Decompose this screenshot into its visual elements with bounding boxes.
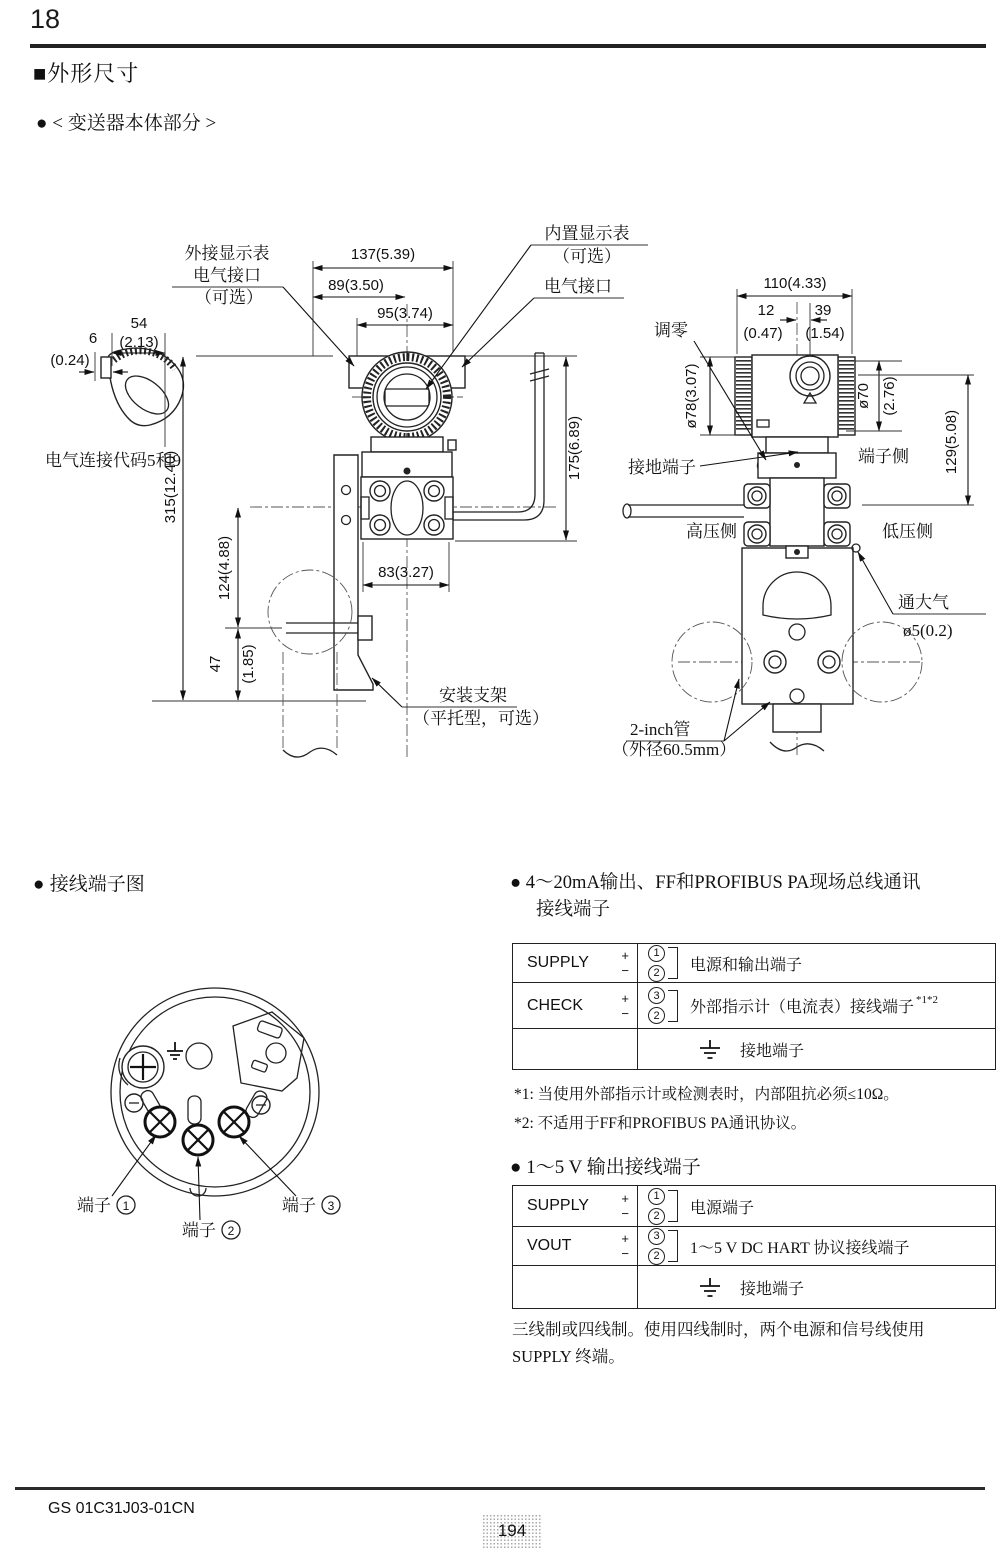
table-row [513,944,996,983]
page-number-badge: 194 [482,1514,542,1548]
zero-adjust-label: 调零 [654,321,688,340]
terminal-name: VOUT [527,1237,572,1254]
terminal-desc: 1～5 V DC HART 协议接线端子 [690,1239,910,1257]
ext-display-label-1: 外接显示表 [184,244,270,263]
dim-12: 12 [757,302,775,319]
table-row [513,1029,996,1070]
document-code: GS 01C31J03-01CN [48,1500,195,1517]
cover-screw [119,1046,164,1088]
bracket-label-2: （平托型，可选） [413,709,549,728]
dim-54-inch: (2.13) [119,334,159,351]
connector-detail-view [45,315,183,470]
dim-124: 124(4.88) [216,535,233,601]
dim-83: 83(3.27) [378,564,434,581]
dim-47: 47 [207,655,224,673]
table-row [513,1186,996,1227]
ground-terminal-label: 接地端子 [628,458,696,477]
table-row [513,1227,996,1266]
ground-icon [167,1042,183,1059]
wiring1-heading-line1: ● 4～20mA输出、FF和PROFIBUS PA现场总线通讯 [510,873,921,893]
pin-numbers: 1 2 [648,945,665,982]
terminal-desc: 电源端子 [690,1199,755,1217]
header-rule [30,44,986,48]
dim-47-inch: (1.85) [240,644,257,684]
pin-numbers: 3 2 [648,987,665,1024]
dim-39: 39 [814,302,832,319]
wiring1-table [512,943,996,1070]
svg-text:3: 3 [327,1199,335,1213]
note-reference: *1*2 [916,993,939,1006]
terminal-name: SUPPLY [527,954,589,971]
note-1: *1: 当使用外部指示计或检测表时，内部阻抗必须≤10Ω。 [514,1086,899,1103]
dim-54: 54 [130,315,148,332]
builtin-display-label: 内置显示表 [544,224,630,243]
dim-d70: ø70 [855,383,872,409]
ground-icon [696,1038,724,1060]
footer-rule [15,1487,985,1490]
wiring1-notes [514,1080,899,1138]
svg-text:端子: 端子 [282,1196,316,1215]
dim-d70-inch: (2.76) [881,376,898,416]
pipe-label-1: 2-inch管 [630,720,691,739]
terminal-screw-1 [145,1107,175,1137]
dim-89: 89(3.50) [328,277,384,294]
dim-d78: ø78(3.07) [683,363,700,429]
dim-110: 110(4.33) [763,275,827,292]
terminal-desc: 接地端子 [740,1042,805,1060]
high-pressure-label: 高压侧 [686,522,737,541]
front-view [152,224,648,758]
terminal-side-label: 端子侧 [858,447,909,466]
dim-129: 129(5.08) [943,409,960,475]
terminal-desc: 外部指示计（电流表）接线端子 [690,999,915,1016]
connector-code-caption: 电气连接代码5和9 [45,451,181,470]
pin-bracket [668,1230,678,1262]
vent-label: 通大气 [898,593,949,612]
terminal-diagram-title: ● 接线端子图 [33,874,145,895]
subsection-title: ● < 变送器本体部分 > [36,113,217,134]
terminal-desc: 接地端子 [740,1280,805,1298]
bracket-label-1: 安装支架 [439,686,507,705]
wiring1-heading [510,870,920,924]
svg-text:1: 1 [122,1199,130,1213]
table-row [513,1266,996,1309]
terminal-name: SUPPLY [527,1197,589,1214]
dimension-drawing [0,200,1000,780]
svg-text:2: 2 [227,1224,235,1238]
ext-display-label-2: 电气接口 [193,266,261,285]
svg-text:端子: 端子 [77,1196,111,1215]
wiring2-note: 三线制或四线制。使用四线制时，两个电源和信号线使用 SUPPLY 终端。 [512,1320,925,1366]
dim-175: 175(6.89) [566,415,583,481]
note-2: *2: 不适用于FF和PROFIBUS PA通讯协议。 [514,1115,807,1132]
ground-icon [696,1276,724,1298]
conduit-label: 电气接口 [544,277,612,296]
ext-display-label-3: （可选） [195,288,263,307]
svg-text:端子: 端子 [182,1221,216,1240]
dim-95: 95(3.74) [377,305,433,322]
terminal-screw-2 [183,1125,213,1155]
terminal-screw-3 [219,1107,249,1137]
polarity-marks: + − [621,990,629,1021]
dim-39-inch: (1.54) [805,325,845,342]
polarity-marks: + − [621,1191,629,1221]
pipe-label-2: （外径60.5mm） [612,740,737,759]
wiring1-heading-line2: 接线端子 [536,900,611,920]
section-title: ■外形尺寸 [33,61,140,86]
polarity-marks: + − [621,948,629,978]
dim-12-inch: (0.47) [743,325,783,342]
low-pressure-label: 低压侧 [882,522,933,541]
pin-bracket [668,990,678,1022]
pin-bracket [668,947,678,979]
pin-numbers: 3 2 [648,1228,665,1265]
terminal-2-label [182,1221,240,1240]
wiring2-table [512,1185,996,1309]
pin-bracket [668,1190,678,1222]
terminal-3-label [282,1196,340,1215]
side-view [612,275,986,759]
terminal-connection-diagram [40,960,370,1250]
dim-6-inch: (0.24) [50,352,90,369]
terminal-desc: 电源和输出端子 [690,956,803,974]
vent-dia-label: ø5(0.2) [903,621,953,640]
polarity-marks: + − [621,1231,629,1261]
wiring2-heading: ● 1～5 V 输出接线端子 [510,1157,701,1178]
builtin-display-label-2: （可选） [553,247,621,266]
table-row [513,983,996,1029]
page-top-number: 18 [30,4,61,34]
terminal-1-label [77,1196,135,1215]
dim-137: 137(5.39) [350,246,416,263]
dim-315: 315(12.40) [162,450,179,524]
pin-numbers: 1 2 [648,1188,665,1225]
dim-6: 6 [88,330,98,347]
terminal-name: CHECK [527,996,584,1014]
